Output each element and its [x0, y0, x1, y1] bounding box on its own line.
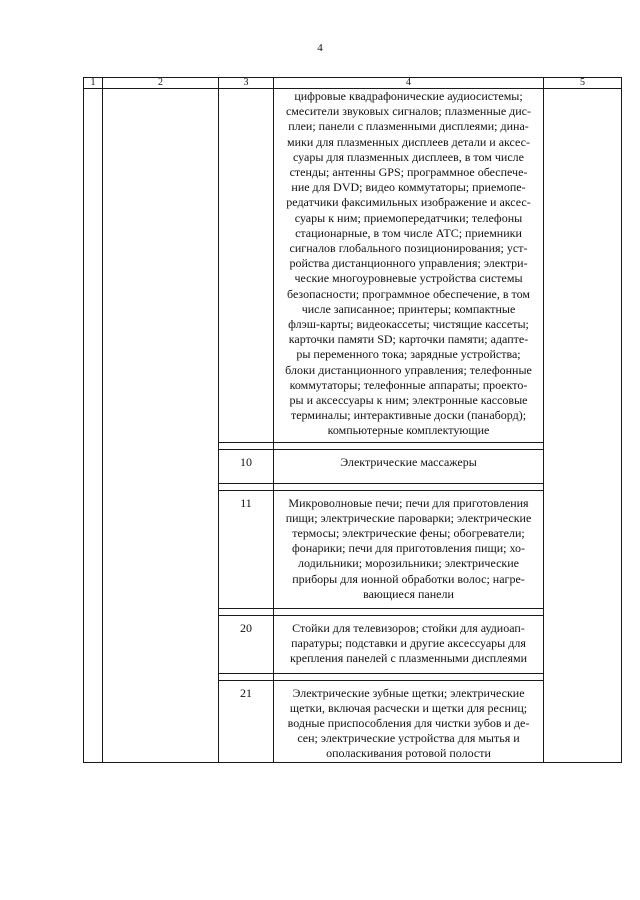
text-line: щетки, включая расчески и щетки для ресниц; — [289, 700, 528, 715]
text-line: мики для плазменных дисплеев детали и аксес- — [287, 134, 530, 149]
text-line: лодильники; морозильники; электрические — [297, 556, 519, 571]
text-line: паратуры; подставки и другие аксессуары для — [291, 635, 526, 650]
text-line: фонарики; печи для приготовления пищи; хо- — [291, 541, 525, 556]
column-header-3: 3 — [219, 78, 274, 89]
page-number: 4 — [317, 42, 323, 54]
text-line: ополаскивания ротовой полости — [326, 746, 491, 761]
column-header-2: 2 — [103, 78, 219, 89]
text-line: сигналов глобального позиционирования; уст- — [289, 241, 528, 256]
column-header-4: 4 — [274, 78, 544, 89]
text-line: суары для плазменных дисплеев, в том числе — [293, 149, 524, 164]
text-line: смесители звуковых сигналов; плазменные дис- — [285, 104, 532, 119]
text-line: ройства дистанционного управления; электри- — [289, 256, 528, 271]
text-line: компьютерные комплектующие — [327, 423, 490, 438]
text-line: сен; электрические устройства для мытья и — [297, 731, 520, 746]
text-line: терминалы; интерактивные доски (панаборд); — [290, 408, 527, 423]
text-line: редатчики факсимильных изображение и аксес- — [286, 195, 531, 210]
goods-description — [274, 89, 544, 443]
text-line: Стойки для телевизоров; стойки для аудиоап- — [292, 620, 525, 635]
text-line: цифровые квадрафонические аудиосистемы; — [294, 89, 523, 103]
col-5-cell — [544, 89, 622, 763]
text-line: безопасности; программное обеспечение, в том — [287, 286, 530, 301]
text-line: Микроволновые печи; печи для приготовления — [288, 495, 529, 510]
goods-description — [274, 680, 544, 762]
text-line: ние для DVD; видео коммутаторы; приемопе- — [291, 180, 526, 195]
goods-description — [274, 449, 544, 483]
text-line: суары к ним; приемопередатчики; телефоны — [294, 210, 523, 225]
col-2-cell — [103, 89, 219, 763]
text-line: плеи; панели с плазменными дисплеями; дина- — [288, 119, 529, 134]
text-line: Электрические массажеры — [340, 454, 477, 469]
text-line: приборы для ионной обработки волос; нагре- — [292, 571, 525, 586]
class-number-cell: 11 — [219, 490, 274, 608]
class-number-cell: 20 — [219, 615, 274, 673]
text-line: блоки дистанционного управления; телефонные — [285, 362, 532, 377]
text-line: термосы; электрические фены; обогреватели; — [292, 526, 525, 541]
table-header-row — [84, 78, 622, 89]
text-line: флэш-карты; видеокассеты; чистящие кассеты; — [288, 317, 529, 332]
text-line: коммутаторы; телефонные аппараты; проекто- — [289, 377, 528, 392]
goods-description — [274, 490, 544, 608]
text-line: числе записанное; принтеры; компактные — [301, 301, 516, 316]
text-line: Электрические зубные щетки; электрические — [292, 685, 525, 700]
class-number-cell: 21 — [219, 680, 274, 762]
text-line: пищи; электрические пароварки; электрические — [285, 510, 532, 525]
text-line: ры и аксессуары к ним; электронные кассовые — [289, 393, 528, 408]
text-line: ры переменного тока; зарядные устройства; — [296, 347, 521, 362]
text-line: ческие многоуровневые устройства системы — [294, 271, 523, 286]
goods-table — [83, 77, 622, 763]
col-1-cell — [84, 89, 103, 763]
text-line: водные приспособления для чистки зубов и де- — [287, 716, 530, 731]
class-number-cell: 10 — [219, 449, 274, 483]
class-number-cell — [219, 89, 274, 443]
text-line: стенды; антенны GPS; программное обеспече- — [289, 165, 528, 180]
text-line: стационарные, в том числе АТС; приемники — [295, 225, 522, 240]
text-line: карточки памяти SD; карточки памяти; адапте- — [288, 332, 529, 347]
column-header-1: 1 — [84, 78, 103, 89]
text-line: вающиеся панели — [363, 586, 454, 601]
column-header-5: 5 — [544, 78, 622, 89]
table-row — [84, 89, 622, 443]
goods-description — [274, 615, 544, 673]
text-line: крепления панелей с плазменными дисплеями — [289, 651, 528, 666]
